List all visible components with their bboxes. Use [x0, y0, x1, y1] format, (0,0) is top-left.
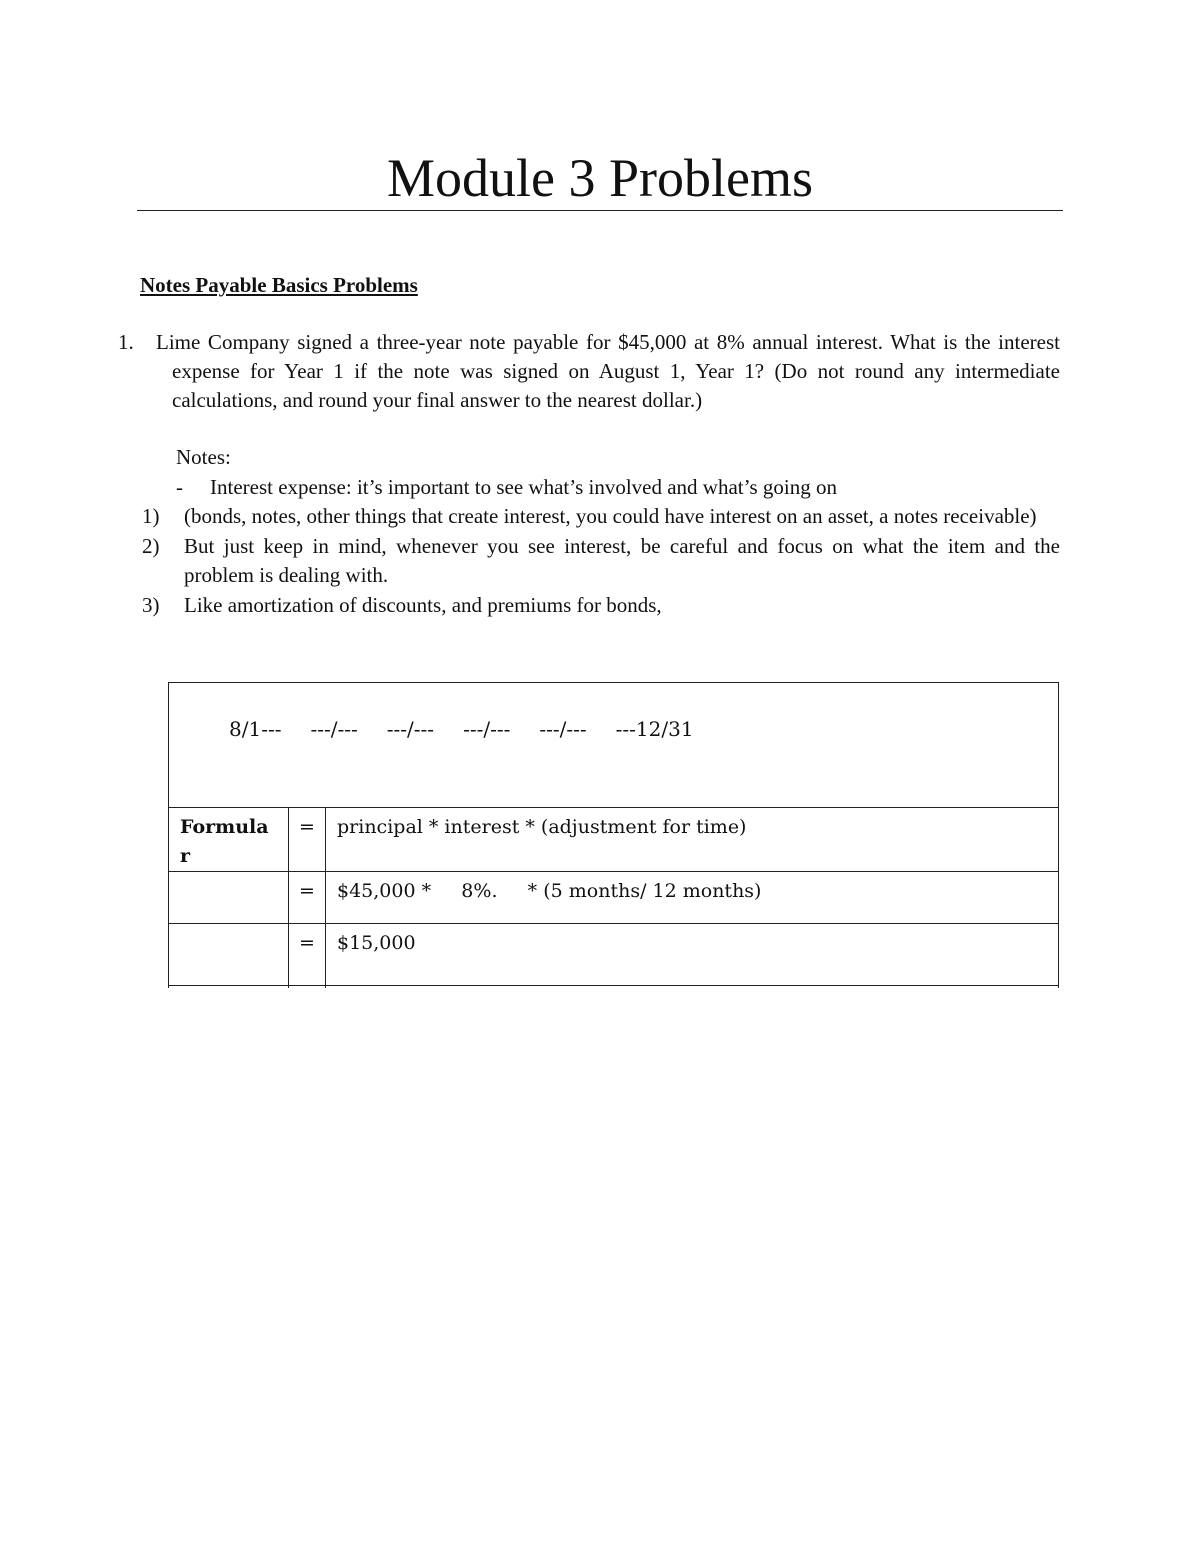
- timeline-segment: ---/---: [386, 717, 435, 741]
- timeline-segment: 8/1---: [229, 717, 282, 741]
- equals-cell: =: [289, 872, 326, 924]
- empty-label-cell: [169, 872, 289, 924]
- formula-label: Formular: [180, 816, 269, 867]
- question-1: [118, 328, 1060, 415]
- notes-item-3: [130, 591, 1060, 621]
- dash-item-text: Interest expense: it’s important to see what’s involved and what’s going on: [210, 474, 837, 499]
- timeline-segment: ---/---: [539, 717, 587, 741]
- question-number: 1.: [118, 330, 134, 354]
- table-row: [169, 808, 1059, 872]
- expression-cell: $15,000: [326, 924, 1059, 988]
- timeline-segment: ---/---: [310, 717, 358, 741]
- notes-item-2: [130, 532, 1060, 591]
- timeline-segment: ---/---: [463, 717, 511, 741]
- equals-cell: =: [289, 924, 326, 988]
- expression-cell: [326, 872, 1059, 924]
- formula-table: [168, 807, 1059, 988]
- table-row: [169, 872, 1059, 924]
- section-heading: Notes Payable Basics Problems: [140, 273, 418, 297]
- notes-label: Notes:: [176, 445, 231, 469]
- table-row: [169, 924, 1059, 988]
- item-text: Like amortization of discounts, and premiums for bonds,: [184, 592, 662, 617]
- timeline-segment: ---12/31: [615, 717, 694, 741]
- question-text: Lime Company signed a three-year note payable for $45,000 at 8% annual interest. What is the interest expense for Year 1 if the note was signed on August 1, Year 1? (Do not round any intermediate calculations, and round your final answer to the nearest dollar.): [156, 330, 1060, 412]
- item-marker: 3): [142, 592, 160, 617]
- notes-block: [130, 443, 1060, 620]
- notes-dash-item: [176, 473, 1060, 503]
- item-marker: 1): [142, 504, 160, 528]
- page-title: Module 3 Problems: [387, 148, 813, 208]
- item-text: (bonds, notes, other things that create interest, you could have interest on an asset, a notes receivable): [184, 504, 1037, 528]
- empty-label-cell: [169, 924, 289, 988]
- dash-bullet: -: [176, 474, 183, 499]
- item-marker: 2): [142, 533, 160, 558]
- timeline: [229, 714, 694, 744]
- formula-label-cell: [169, 808, 289, 872]
- equals-cell: =: [289, 808, 326, 872]
- title-divider: [137, 210, 1063, 211]
- expression-cell: principal * interest * (adjustment for time): [326, 808, 1059, 872]
- expression-text: $45,000 * 8%. * (5 months/ 12 months): [337, 880, 762, 902]
- item-text: But just keep in mind, whenever you see interest, be careful and focus on what the item and the problem is dealing with.: [184, 533, 1060, 587]
- notes-item-1: [130, 502, 1060, 532]
